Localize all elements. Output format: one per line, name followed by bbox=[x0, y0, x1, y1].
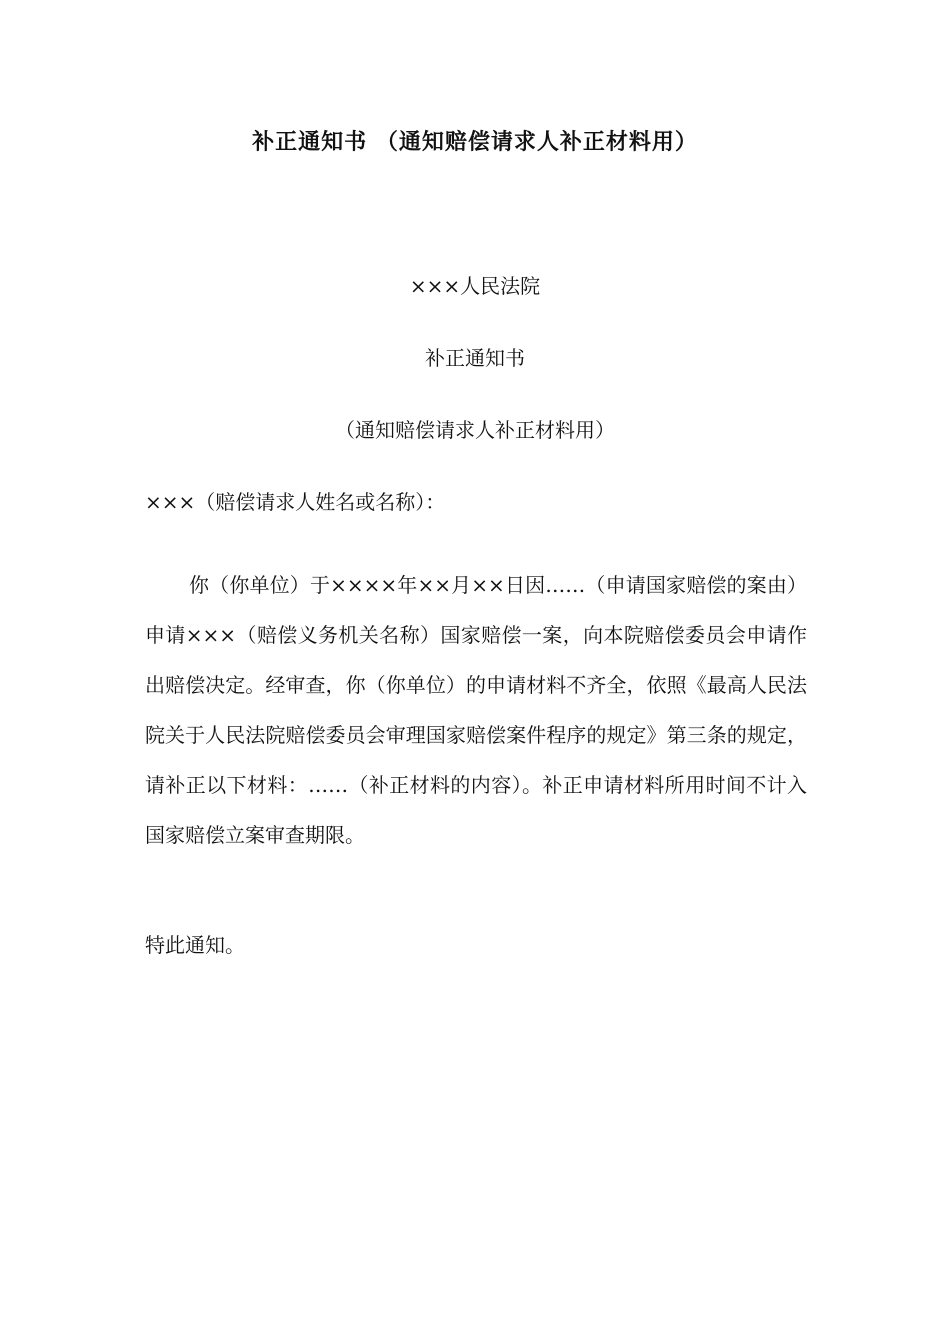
addressee-line: ×××（赔偿请求人姓名或名称）： bbox=[145, 490, 446, 514]
document-title: 补正通知书 （通知赔偿请求人补正材料用） bbox=[252, 129, 698, 155]
closing-line: 特此通知。 bbox=[145, 933, 245, 957]
notice-name: 补正通知书 bbox=[425, 346, 525, 370]
court-name: ×××人民法院 bbox=[409, 274, 541, 298]
notice-body-paragraph: 你（你单位）于××××年××月××日因……（申请国家赔偿的案由）申请×××（赔偿义务机关名称）国家赔偿一案，向本院赔偿委员会申请作出赔偿决定。经审查，你（你单位）的申请材料不齐全，依照《最高人民法院关于人民法院赔偿委员会审理国家赔偿案件程序的规定》第三条的规定，请补正以下材料：……（补正材料的内容）。补正申请材料所用时间不计入国家赔偿立案审查期限。 bbox=[145, 573, 807, 847]
notice-subtitle: （通知赔偿请求人补正材料用） bbox=[335, 418, 615, 442]
